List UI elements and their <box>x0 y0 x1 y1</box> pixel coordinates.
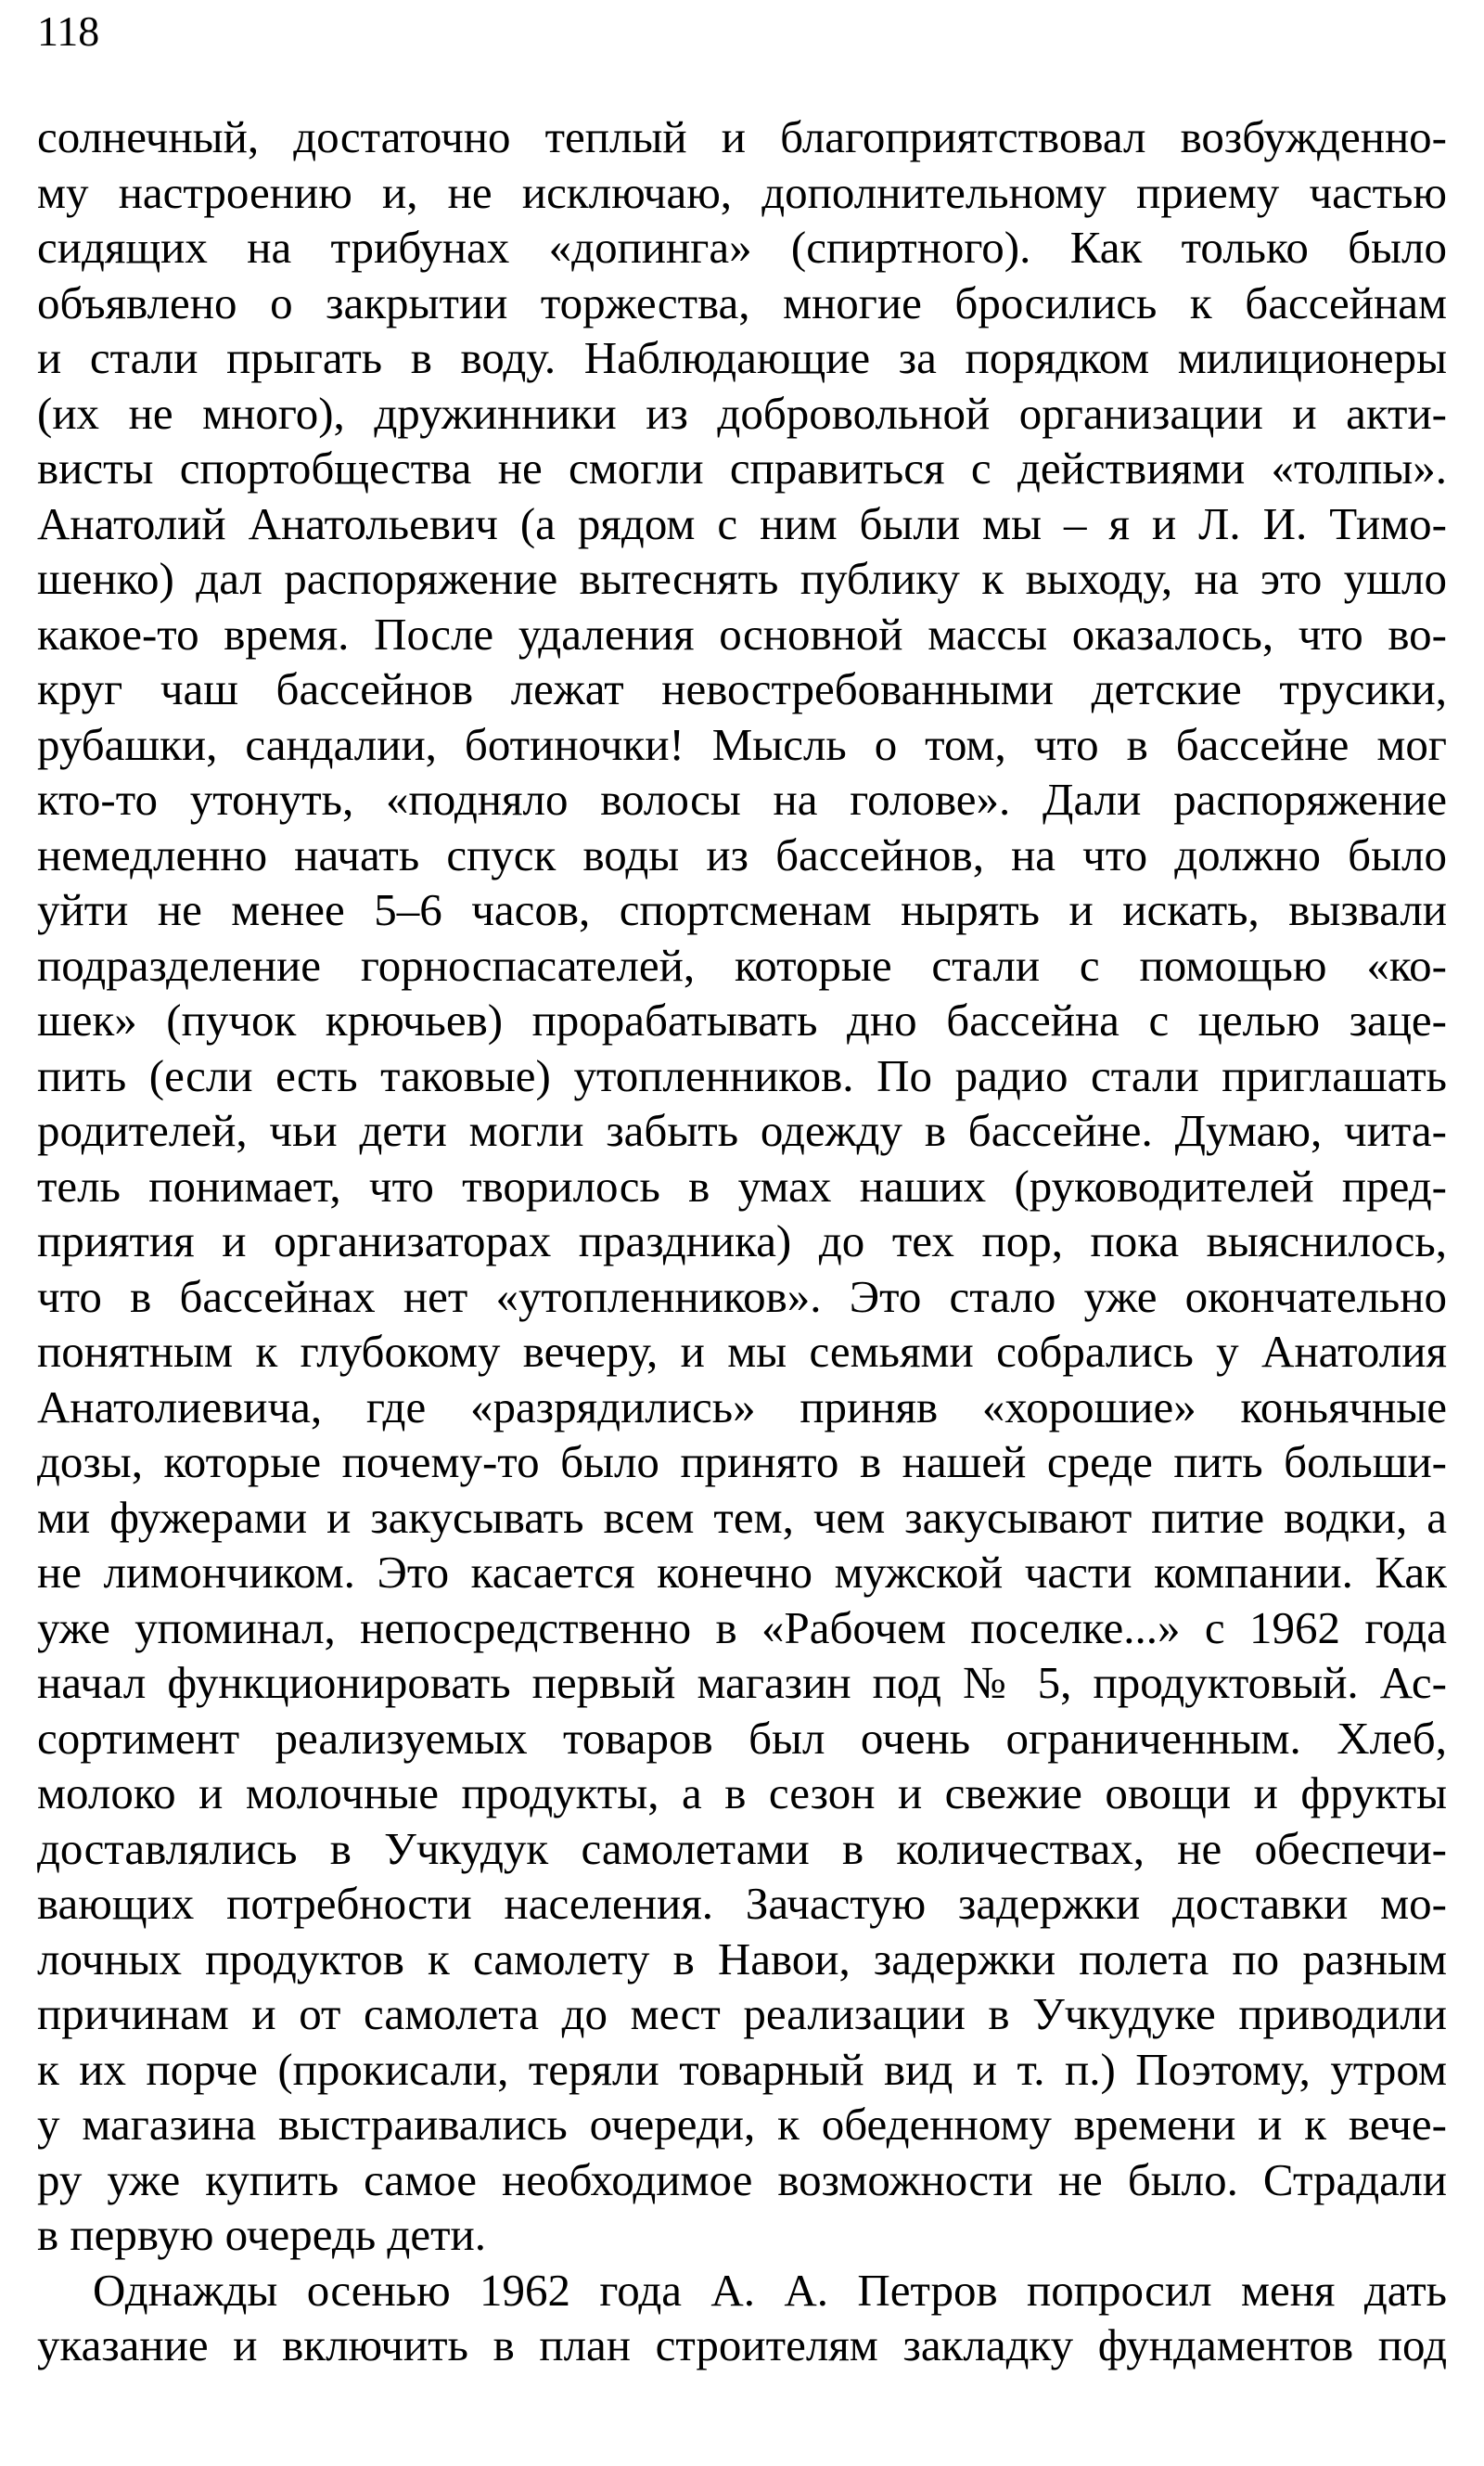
text-line: ми фужерами и закусывать всем тем, чем закусывают питие водки, а <box>37 1491 1447 1543</box>
text-line: Анатолиевича, где «разрядились» приняв «хорошие» коньячные <box>37 1381 1447 1432</box>
text-line: му настроению и, не исключаю, дополнительному приему частью <box>37 166 1447 218</box>
text-line: солнечный, достаточно теплый и благоприятствовал возбужденно- <box>37 111 1447 162</box>
text-line: ру уже купить самое необходимое возможности не было. Страдали <box>37 2153 1447 2205</box>
text-line: сортимент реализуемых товаров был очень ограниченным. Хлеб, <box>37 1712 1447 1764</box>
text-line: лочных продуктов к самолету в Навои, задержки полета по разным <box>37 1933 1447 1984</box>
text-line: пить (если есть таковые) утопленников. По радио стали приглашать <box>37 1049 1447 1101</box>
text-line: понятным к глубокому вечеру, и мы семьями собрались у Анатолия <box>37 1326 1447 1377</box>
text-line: немедленно начать спуск воды из бассейнов, на что должно было <box>37 828 1447 880</box>
text-line: начал функционировать первый магазин под № 5, продуктовый. Ас- <box>37 1657 1447 1708</box>
text-line: висты спортобщества не смогли справиться с действиями «толпы». <box>37 443 1447 494</box>
text-line: тель понимает, что творилось в умах наших (руководителей пред- <box>37 1160 1447 1212</box>
text-line: родителей, чьи дети могли забыть одежду в бассейне. Думаю, чита- <box>37 1105 1447 1156</box>
text-line: шенко) дал распоряжение вытеснять публику к выходу, на это ушло <box>37 553 1447 604</box>
text-line: причинам и от самолета до мест реализации в Учкудуке приводили <box>37 1988 1447 2039</box>
text-line: уйти не менее 5–6 часов, спортсменам нырять и искать, вызвали <box>37 884 1447 935</box>
text-line: дозы, которые почему-то было принято в нашей среде пить больши- <box>37 1436 1447 1487</box>
text-line: какое-то время. После удаления основной массы оказалось, что во- <box>37 608 1447 660</box>
text-line: кто-то утонуть, «подняло волосы на голове». Дали распоряжение <box>37 774 1447 825</box>
text-line: молоко и молочные продукты, а в сезон и свежие овощи и фрукты <box>37 1767 1447 1818</box>
text-line: Однажды осенью 1962 года А. А. Петров попросил меня дать <box>93 2264 1447 2316</box>
text-line: круг чаш бассейнов лежат невостребованными детские трусики, <box>37 663 1447 714</box>
text-line: объявлено о закрытии торжества, многие бросились к бассейнам <box>37 276 1447 328</box>
text-line: в первую очередь дети. <box>37 2209 486 2260</box>
page-number: 118 <box>37 7 100 55</box>
text-line: у магазина выстраивались очереди, к обеденному времени и к вече- <box>37 2099 1447 2150</box>
text-line: указание и включить в план строителям закладку фундаментов под <box>37 2319 1447 2370</box>
text-line: подразделение горноспасателей, которые стали с помощью «ко- <box>37 939 1447 991</box>
text-line: вающих потребности населения. Зачастую задержки доставки мо- <box>37 1878 1447 1929</box>
text-line: не лимончиком. Это касается конечно мужской части компании. Как <box>37 1547 1447 1598</box>
text-line: что в бассейнах нет «утопленников». Это стало уже окончательно <box>37 1270 1447 1322</box>
text-line: приятия и организаторах праздника) до тех пор, пока выяснилось, <box>37 1215 1447 1266</box>
body-text <box>37 109 1447 2373</box>
text-line: рубашки, сандалии, ботиночки! Мысль о том, что в бассейне мог <box>37 718 1447 770</box>
text-line: Анатолий Анатольевич (а рядом с ним были мы – я и Л. И. Тимо- <box>37 497 1447 549</box>
text-line: (их не много), дружинники из добровольной организации и акти- <box>37 387 1447 439</box>
text-line: доставлялись в Учкудук самолетами в количествах, не обеспечи- <box>37 1822 1447 1874</box>
text-line: к их порче (прокисали, теряли товарный вид и т. п.) Поэтому, утром <box>37 2043 1447 2095</box>
text-line: уже упоминал, непосредственно в «Рабочем поселке...» с 1962 года <box>37 1601 1447 1653</box>
text-line: и стали прыгать в воду. Наблюдающие за порядком милиционеры <box>37 332 1447 383</box>
text-line: шек» (пучок крючьев) прорабатывать дно бассейна с целью заце- <box>37 995 1447 1046</box>
text-line: сидящих на трибунах «допинга» (спиртного). Как только было <box>37 222 1447 273</box>
